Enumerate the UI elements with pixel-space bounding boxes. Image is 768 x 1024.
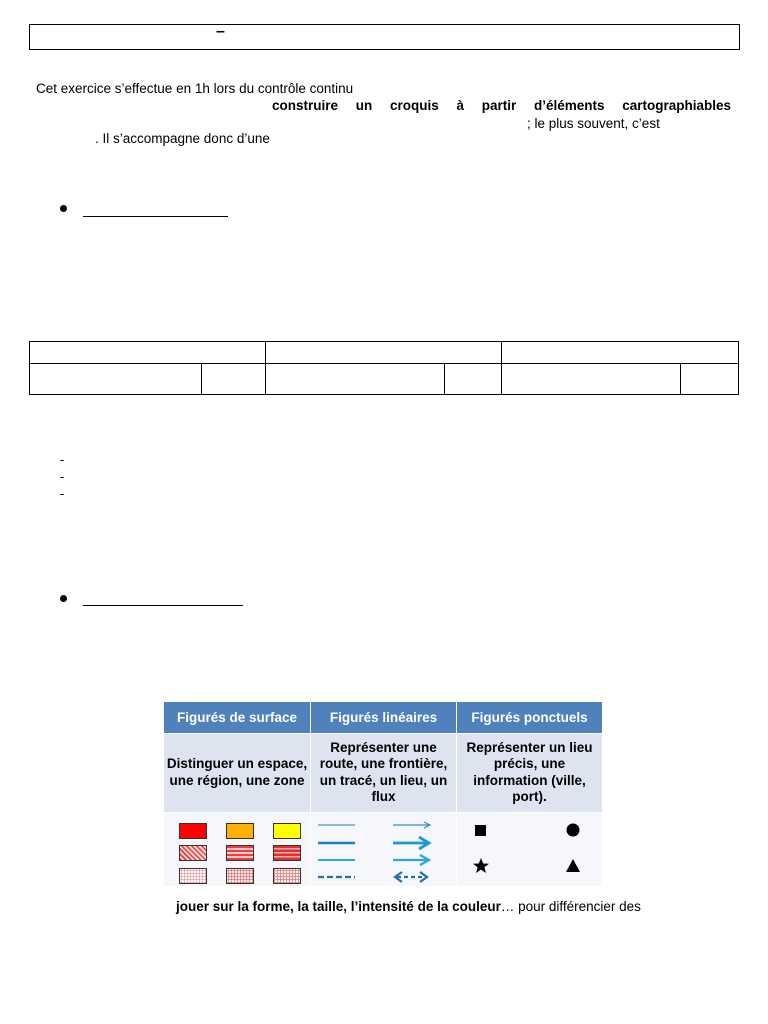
title-box — [29, 24, 740, 50]
bullet-1-blank — [83, 216, 228, 217]
empty-grid-table — [29, 341, 739, 395]
title-dash: – — [216, 23, 225, 40]
red-dense-stripes-icon — [273, 845, 301, 861]
intro-line-2-bold: construire un croquis à partir d’éléments cartographiables — [272, 98, 731, 113]
grid-header-cell — [30, 342, 266, 364]
legend-divider — [310, 702, 311, 886]
legend-divider — [456, 702, 457, 886]
grid-header-cell — [265, 342, 502, 364]
star-icon — [473, 858, 489, 873]
grid-cell — [30, 364, 202, 395]
grid-header-cell — [502, 342, 739, 364]
double-arrow-icon — [395, 872, 427, 882]
desc-surface: Distinguer un espace, une région, une zone — [164, 733, 310, 812]
header-ponctuels: Figurés ponctuels — [457, 702, 602, 733]
light-dotted-icon — [179, 868, 207, 884]
symbols-surface — [164, 812, 310, 886]
pink-dotted-icon — [226, 868, 254, 884]
header-lineaires: Figurés linéaires — [311, 702, 456, 733]
square-icon — [475, 825, 486, 836]
desc-lineaires: Représenter une route, une frontière, un tracé, un lieu, un flux — [311, 733, 456, 812]
triangle-icon — [566, 859, 580, 872]
desc-ponctuels: Représenter un lieu précis, une information (ville, port). — [457, 733, 602, 812]
footer-rest: … pour différencier des — [500, 899, 641, 914]
light-arrow-icon — [393, 855, 429, 865]
orange-fill-icon — [226, 823, 254, 839]
linear-symbols-svg — [311, 812, 456, 886]
footer-bold: jouer sur la forme, la taille, l’intensité de la couleur — [176, 899, 501, 914]
point-symbols-svg — [457, 812, 602, 886]
legend-divider — [164, 812, 602, 813]
bullet-2-blank — [83, 605, 243, 606]
red-hatched-icon — [179, 845, 207, 861]
intro-line-3: ; le plus souvent, c’est — [527, 116, 660, 131]
intro-line-4: . Il s’accompagne donc d’une — [95, 131, 270, 146]
yellow-fill-icon — [273, 823, 301, 839]
grid-cell — [265, 364, 445, 395]
grid-cell — [681, 364, 739, 395]
grid-cell — [502, 364, 681, 395]
symbols-ponctuels — [457, 812, 602, 886]
header-surface: Figurés de surface — [164, 702, 310, 733]
thin-arrow-icon — [393, 822, 430, 828]
red-fill-icon — [179, 823, 207, 839]
list-dash: - — [60, 486, 65, 501]
bullet-1 — [60, 205, 67, 212]
grid-cell — [445, 364, 502, 395]
symbols-lineaires — [311, 812, 456, 886]
footer-line — [176, 898, 641, 916]
pink-grid-icon — [273, 868, 301, 884]
legend-divider — [164, 733, 602, 734]
legend-figures-table — [164, 702, 602, 886]
thick-arrow-icon — [393, 837, 429, 849]
bullet-2 — [60, 595, 67, 602]
list-dash: - — [60, 469, 65, 484]
intro-line-1: Cet exercice s’effectue en 1h lors du contrôle continu — [36, 81, 354, 96]
grid-cell — [201, 364, 265, 395]
circle-icon — [567, 824, 580, 837]
red-striped-icon — [226, 845, 254, 861]
list-dash: - — [60, 452, 65, 467]
